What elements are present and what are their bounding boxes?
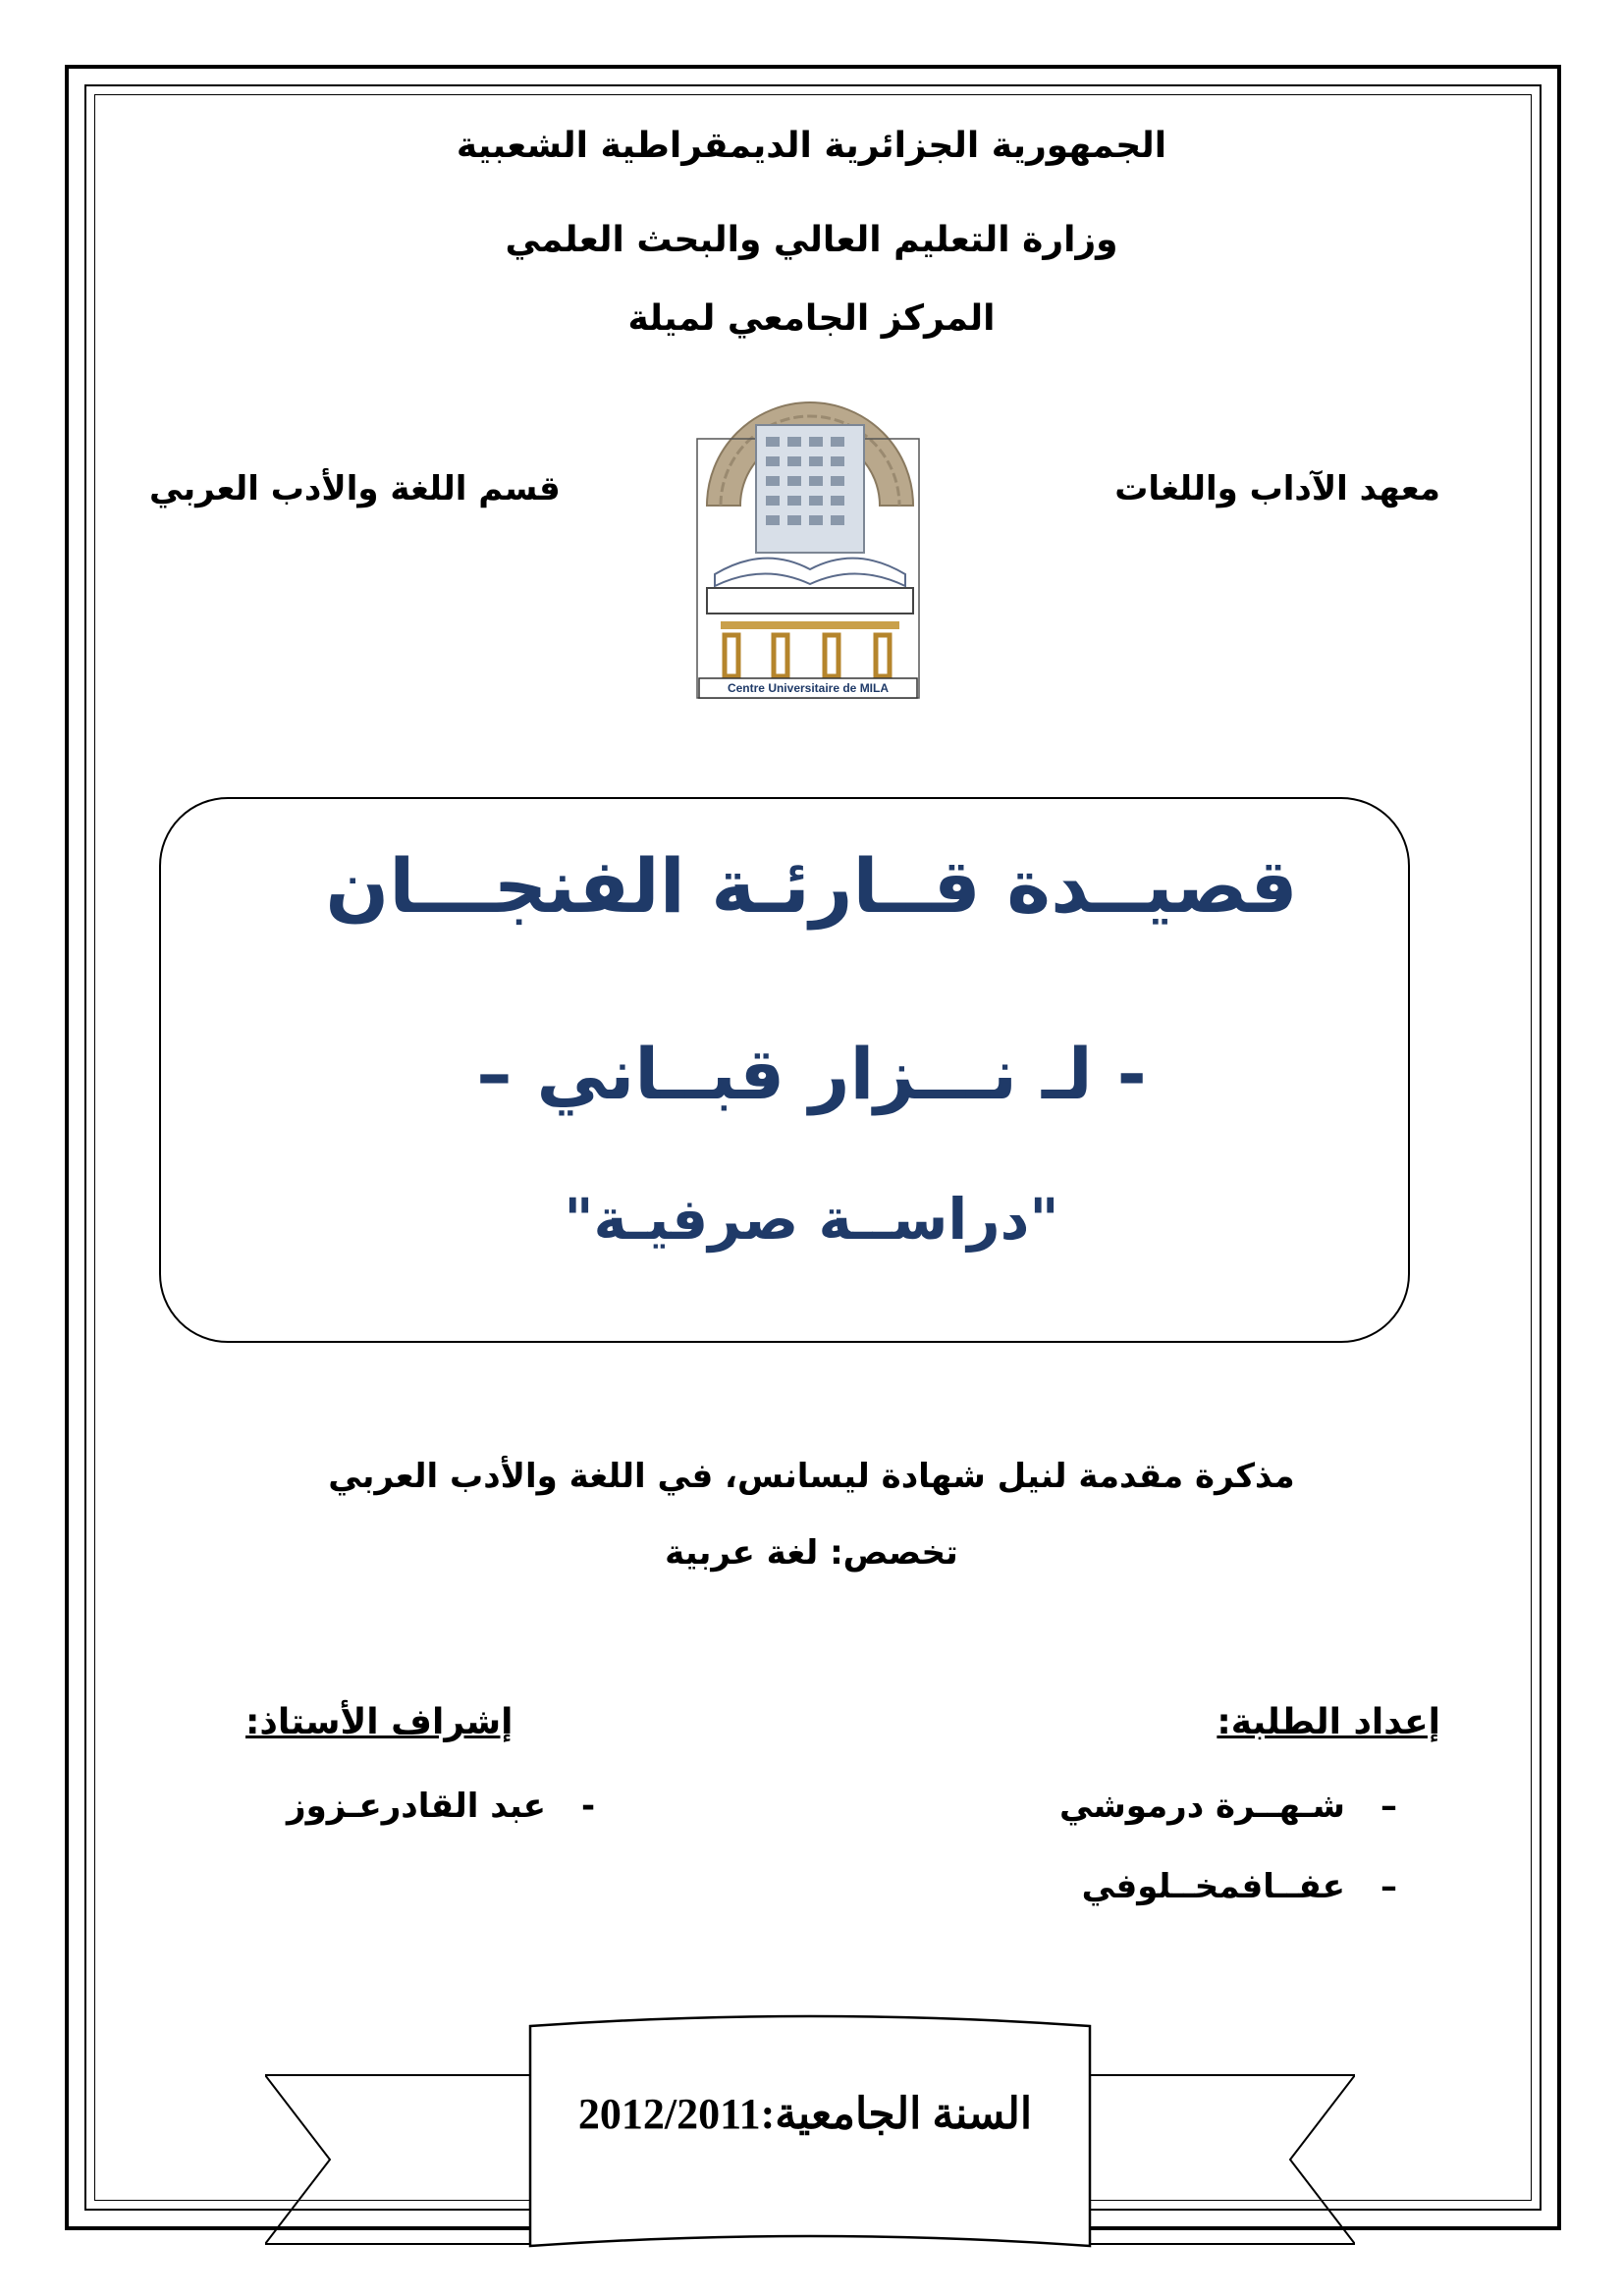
- student-name-1: [1059, 1787, 1397, 1826]
- department-name: قسم اللغة والأدب العربي: [149, 469, 561, 508]
- logo-caption: Centre Universitaire de MILA: [727, 681, 890, 695]
- specialization: تخصص: لغة عربية: [665, 1533, 958, 1573]
- list-dash: –: [1380, 1867, 1397, 1906]
- list-dash: -: [580, 1787, 596, 1826]
- academic-year: [530, 2089, 1080, 2139]
- republic-title: الجمهورية الجزائرية الديمقراطية الشعبية: [456, 126, 1167, 166]
- ministry-title: وزارة التعليم العالي والبحث العلمي: [505, 220, 1118, 260]
- list-dash: –: [1380, 1787, 1397, 1826]
- academic-year-banner: [265, 2012, 1355, 2277]
- academic-year-value: 2012/2011: [577, 2090, 761, 2138]
- supervisor-label: إشراف الأستاذ:: [245, 1702, 514, 1742]
- university-center-title: المركز الجامعي لميلة: [627, 298, 996, 339]
- thesis-author-line: - لـ نـــزار قبــاني –: [476, 1033, 1147, 1115]
- institute-name: معهد الآداب واللغات: [1114, 469, 1440, 508]
- thesis-subtitle: "دراســة صرفيـة": [564, 1186, 1059, 1253]
- academic-year-label: السنة الجامعية:: [760, 2090, 1033, 2138]
- university-building-logo-icon: [687, 378, 933, 702]
- degree-statement: مذكرة مقدمة لنيل شهادة ليسانس، في اللغة والأدب العربي: [328, 1457, 1295, 1496]
- supervisor-name-text: عبد القادرعـزوز: [287, 1787, 546, 1826]
- thesis-main-title: قصيــدة قــارئـة الفنجـــان: [325, 842, 1298, 930]
- student-1-text: شـهــرة درموشي: [1058, 1787, 1345, 1826]
- supervisor-name: [287, 1787, 595, 1826]
- students-label: إعداد الطلبة:: [1217, 1702, 1440, 1742]
- student-2-text: عفــافمخــلوفي: [1081, 1867, 1345, 1906]
- university-logo: [687, 378, 933, 702]
- student-name-2: [1082, 1867, 1397, 1906]
